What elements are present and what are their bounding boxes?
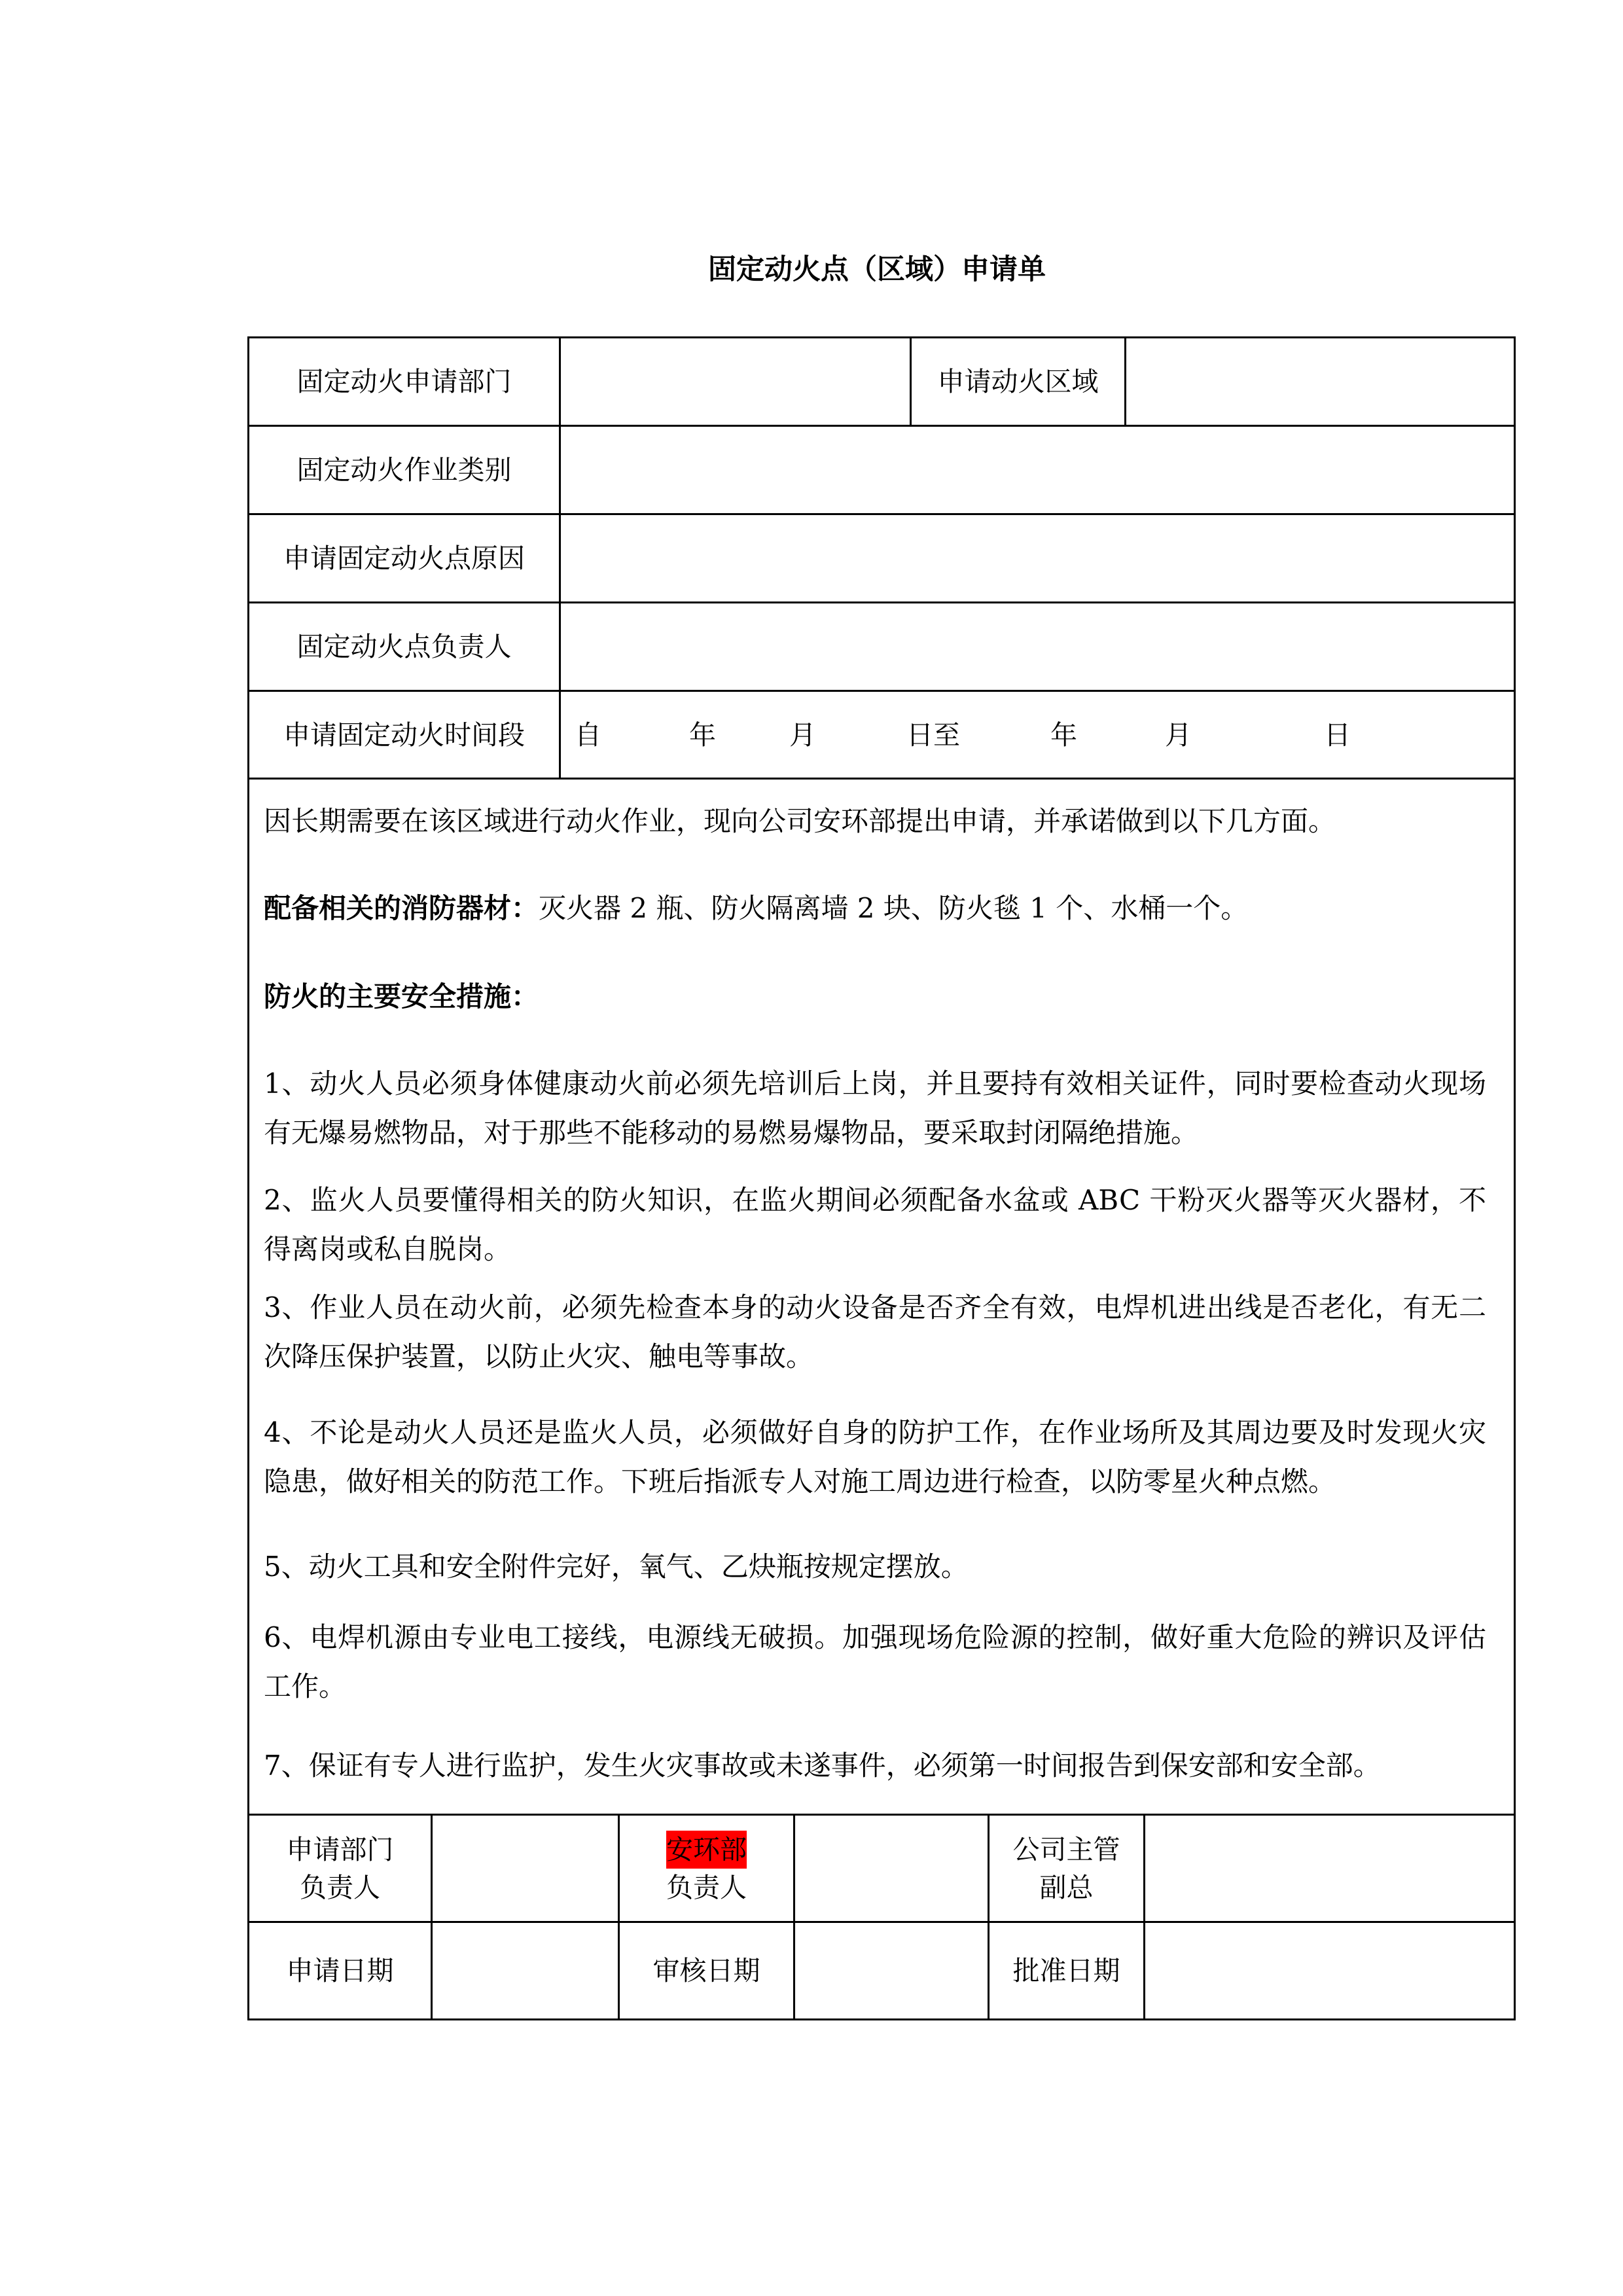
measure-item-4: 4、不论是动火人员还是监火人员，必须做好自身的防护工作，在作业场所及其周边要及时发现火灾隐患，做好相关的防范工作。下班后指派专人对施工周边进行检查，以防零星火种点燃。 [264, 1416, 1486, 1498]
period-month-1: 月 [789, 719, 816, 751]
period-year-1: 年 [689, 719, 716, 751]
period-year-2: 年 [1050, 719, 1077, 751]
label-line: 负责人 [666, 1871, 747, 1903]
period-day-to: 日至 [906, 719, 960, 751]
measure-item-6: 6、电焊机源由专业电工接线，电源线无破损。加强现场危险源的控制，做好重大危险的辨识及评估工作。 [264, 1621, 1486, 1702]
owner-field[interactable] [561, 603, 1514, 690]
equipment-text: 灭火器 2 瓶、防火隔离墙 2 块、防火毯 1 个、水桶一个。 [539, 892, 1249, 924]
area-label: 申请动火区域 [937, 366, 1099, 397]
measure-item-2: 2、监火人员要懂得相关的防火知识，在监火期间必须配备水盆或 ABC 干粉灭火器等灭火器材，不得离岗或私自脱岗。 [264, 1184, 1486, 1265]
owner-label: 固定动火点负责人 [296, 631, 512, 662]
review-date-label: 审核日期 [652, 1955, 760, 1986]
label-line: 申请部门 [286, 1833, 394, 1865]
equipment-line [264, 884, 1486, 933]
review-date-field[interactable] [795, 1923, 988, 2018]
category-label: 固定动火作业类别 [296, 454, 512, 486]
applicant-dept-head-field[interactable] [433, 1816, 618, 1921]
area-field[interactable] [1126, 338, 1514, 425]
reason-label: 申请固定动火点原因 [283, 543, 525, 574]
measure-item-5: 5、动火工具和安全附件完好，氧气、乙炔瓶按规定摆放。 [264, 1551, 969, 1583]
highlighted-label-line: 安环部 [666, 1831, 747, 1869]
vp-field[interactable] [1145, 1816, 1514, 1921]
apply-date-label: 申请日期 [286, 1955, 394, 1986]
vp-label [990, 1816, 1143, 1921]
measures-heading: 防火的主要安全措施： [264, 980, 539, 1013]
measure-item-3: 3、作业人员在动火前，必须先检查本身的动火设备是否齐全有效，电焊机进出线是否老化，有无二次降压保护装置，以防止火灾、触电等事故。 [264, 1291, 1486, 1372]
intro-text: 因长期需要在该区域进行动火作业，现向公司安环部提出申请，并承诺做到以下几方面。 [264, 805, 1336, 837]
label-line: 负责人 [300, 1871, 380, 1903]
ehs-head-field[interactable] [795, 1816, 988, 1921]
apply-date-field[interactable] [433, 1923, 618, 2018]
category-field[interactable] [561, 427, 1514, 513]
period-month-2: 月 [1165, 719, 1192, 751]
approve-date-label: 批准日期 [1012, 1955, 1120, 1986]
applicant-dept-head-label [249, 1816, 431, 1921]
period-from: 自 [575, 719, 601, 751]
measure-item-7: 7、保证有专人进行监护，发生火灾事故或未遂事件，必须第一时间报告到保安部和安全部。 [264, 1749, 1381, 1782]
period-day-2: 日 [1324, 719, 1351, 751]
equipment-label: 配备相关的消防器材： [264, 892, 539, 924]
reason-field[interactable] [561, 515, 1514, 601]
label-line: 公司主管 [1012, 1833, 1120, 1865]
ehs-head-label [620, 1816, 793, 1921]
dept-label: 固定动火申请部门 [296, 366, 512, 397]
measure-item-1: 1、动火人员必须身体健康动火前必须先培训后上岗，并且要持有效相关证件，同时要检查动火现场有无爆易燃物品，对于那些不能移动的易燃易爆物品，要采取封闭隔绝措施。 [264, 1067, 1486, 1149]
approve-date-field[interactable] [1145, 1923, 1514, 2018]
label-line: 副总 [1039, 1871, 1094, 1903]
period-label: 申请固定动火时间段 [283, 719, 525, 751]
page-title: 固定动火点（区域）申请单 [708, 253, 1046, 286]
dept-field[interactable] [561, 338, 910, 425]
